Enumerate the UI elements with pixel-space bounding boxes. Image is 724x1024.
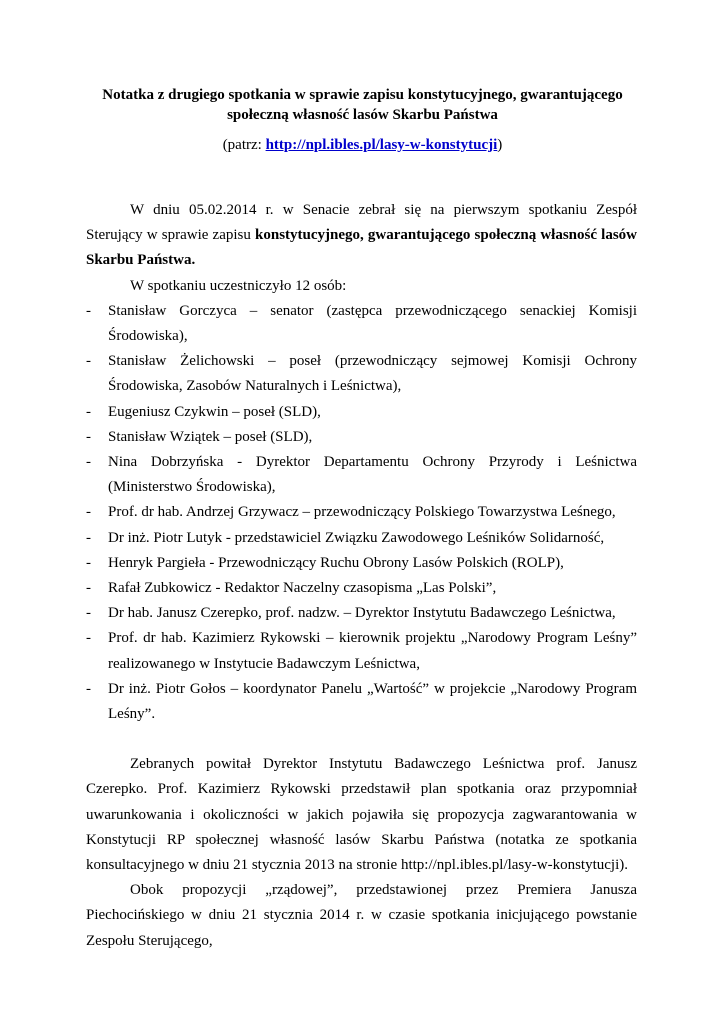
- participant-text: Henryk Pargieła - Przewodniczący Ruchu Obrony Lasów Polskich (ROLP),: [108, 554, 564, 571]
- list-dash: -: [86, 580, 91, 597]
- list-dash: -: [86, 454, 91, 471]
- list-item: [86, 576, 637, 601]
- list-dash: -: [86, 680, 91, 697]
- participant-text: Dr hab. Janusz Czerepko, prof. nadzw. – Dyrektor Instytutu Badawczego Leśnictwa,: [108, 605, 616, 622]
- ref-prefix: (patrz:: [222, 137, 266, 153]
- list-item: [86, 626, 637, 676]
- list-dash: -: [86, 353, 91, 370]
- participants-intro: W spotkaniu uczestniczyło 12 osób:: [130, 277, 347, 294]
- list-item: [86, 601, 637, 626]
- list-item: [86, 500, 637, 525]
- participant-text: Prof. dr hab. Andrzej Grzywacz – przewodniczący Polskiego Towarzystwa Leśnego,: [108, 504, 616, 521]
- list-item: [86, 425, 637, 450]
- participant-text: Dr inż. Piotr Lutyk - przedstawiciel Związku Zawodowego Leśników Solidarność,: [108, 529, 605, 546]
- list-dash: -: [86, 428, 91, 445]
- list-item: [86, 299, 637, 349]
- intro-text: W dniu 05.02.2014 r. w Senacie zebrał się na pierwszym spotkaniu Zespół Sterujący w sprawie zapisu: [86, 202, 637, 244]
- list-dash: -: [86, 529, 91, 546]
- list-dash: -: [86, 403, 91, 420]
- list-dash: -: [86, 504, 91, 521]
- list-item: [86, 677, 637, 727]
- intro-bold-text: konstytucyjnego, gwarantującego społeczną własność lasów Skarbu Państwa.: [86, 227, 637, 269]
- list-dash: -: [86, 302, 91, 319]
- reference-link[interactable]: http://npl.ibles.pl/lasy-w-konstytucji: [265, 137, 498, 153]
- list-item: [86, 349, 637, 399]
- participant-text: Rafał Zubkowicz - Redaktor Naczelny czasopisma „Las Polski”,: [108, 580, 497, 597]
- participant-text: Nina Dobrzyńska - Dyrektor Departamentu Ochrony Przyrody i Leśnictwa (Ministerstwo Środowiska),: [108, 454, 637, 496]
- list-item: [86, 450, 637, 500]
- reference-line: [90, 135, 635, 155]
- participant-text: Prof. dr hab. Kazimierz Rykowski – kierownik projektu „Narodowy Program Leśny” realizowanego w Instytucie Badawczym Leśnictwa,: [108, 630, 637, 672]
- document-title: [90, 85, 635, 125]
- participant-text: Stanisław Żelichowski – poseł (przewodniczący sejmowej Komisji Ochrony Środowiska, Zasobów Naturalnych i Leśnictwa),: [108, 353, 637, 395]
- welcome-paragraph: Zebranych powitał Dyrektor Instytutu Badawczego Leśnictwa prof. Janusz Czerepko. Prof. Kazimierz Rykowski przedstawił plan spotkania oraz przypomniał uwarunkowania i okoliczności w jakich pojawiła się propozycja zagwarantowania w Konstytucji RP społecznej własność lasów Skarbu Państwa (notatka ze spotkania konsultacyjnego w dniu 21 stycznia 2013 na stronie http://npl.ibles.pl/lasy-w-konstytucji).: [86, 756, 637, 874]
- list-dash: -: [86, 605, 91, 622]
- ref-suffix: ): [497, 137, 503, 153]
- intro-paragraph: [86, 198, 637, 274]
- title-line-2: społeczną własność lasów Skarbu Państwa: [227, 107, 498, 123]
- proposal-paragraph: Obok propozycji „rządowej”, przedstawionej przez Premiera Janusza Piechocińskiego w dniu 21 stycznia 2014 r. w czasie spotkania inicjującego powstanie Zespołu Sterującego,: [86, 882, 637, 949]
- list-dash: -: [86, 554, 91, 571]
- paragraph-spacer: [86, 727, 637, 752]
- participant-text: Stanisław Gorczyca – senator (zastępca przewodniczącego senackiej Komisji Środowiska),: [108, 302, 637, 345]
- participants-list: [86, 299, 637, 727]
- title-line-1: Notatka z drugiego spotkania w sprawie zapisu konstytucyjnego, gwarantującego: [102, 87, 623, 103]
- list-item: [86, 526, 637, 551]
- participant-text: Stanisław Wziątek – poseł (SLD),: [108, 428, 313, 445]
- list-item: [86, 551, 637, 576]
- list-item: [86, 400, 637, 425]
- document-body: [86, 198, 637, 954]
- participant-text: Eugeniusz Czykwin – poseł (SLD),: [108, 403, 321, 420]
- participant-text: Dr inż. Piotr Gołos – koordynator Panelu „Wartość” w projekcie „Narodowy Program Leśny”.: [108, 680, 637, 723]
- list-dash: -: [86, 630, 91, 647]
